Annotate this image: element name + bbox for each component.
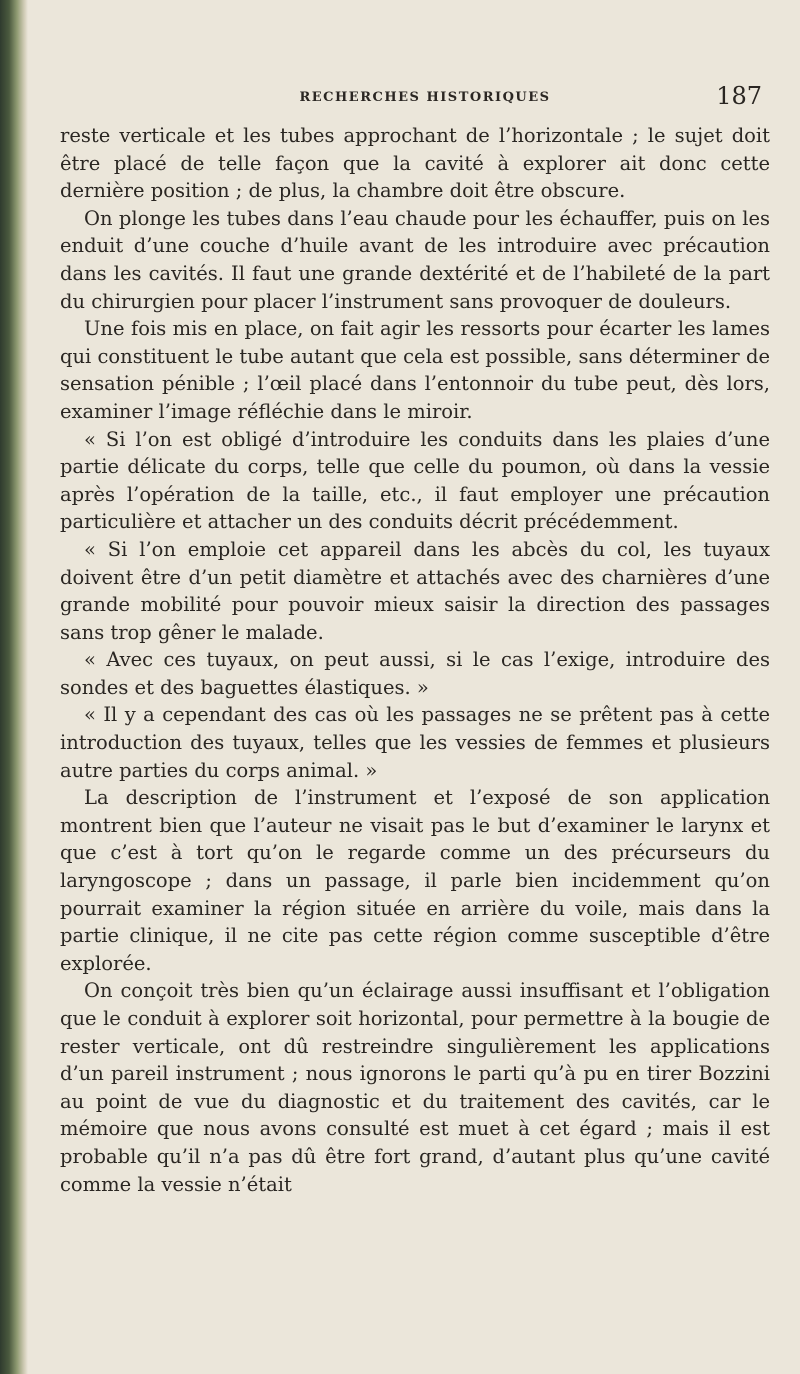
quoted-paragraph: « Si l’on emploie cet appareil dans les abcès du col, les tuyaux doivent être d’un petit diamètre et attachés avec des charnières d’une grande mobilité pour pouvoir mieux saisir la direction des passages sans trop gêner le malade. — [60, 537, 770, 644]
quoted-paragraph: « Avec ces tuyaux, on peut aussi, si le cas l’exige, introduire des sondes et des baguettes élastiques. » — [60, 648, 770, 699]
page-header — [60, 82, 770, 110]
paragraph-continuation: reste verticale et les tubes approchant de l’horizontale ; le sujet doit être placé de telle façon que la cavité à explorer ait donc cette dernière position ; de plus, la chambre doit être obscure. — [60, 124, 770, 203]
page-number: 187 — [716, 82, 762, 110]
quoted-paragraph: « Si l’on est obligé d’introduire les conduits dans les plaies d’une partie délicate du corps, telle que celle du poumon, où dans la vessie après l’opération de la taille, etc., il faut employer une précaution particulière et attacher un des conduits décrit précédemment. — [60, 427, 770, 534]
paragraph: On conçoit très bien qu’un éclairage aussi insuffisant et l’obligation que le conduit à explorer soit horizontal, pour permettre à la bougie de rester verticale, ont dû restreindre singulièrement les applications d’un pareil instrument ; nous ignorons le parti qu’à pu en tirer Bozzini au point de vue du diagnostic et du traitement des cavités, car le mémoire que nous avons consulté est muet à cet égard ; mais il est probable qu’il n’a pas dû être fort grand, d’autant plus qu’une cavité comme la vessie n’était — [60, 979, 770, 1196]
running-title: RECHERCHES HISTORIQUES — [299, 90, 551, 105]
quoted-paragraph: « Il y a cependant des cas où les passages ne se prêtent pas à cette introduction des tuyaux, telles que les vessies de femmes et plusieurs autre parties du corps animal. » — [60, 703, 770, 782]
paragraph: On plonge les tubes dans l’eau chaude pour les échauffer, puis on les enduit d’une couche d’huile avant de les introduire avec précaution dans les cavités. Il faut une grande dextérité et de l’habileté de la part du chirurgien pour placer l’instrument sans provoquer de douleurs. — [60, 206, 770, 313]
paragraph: La description de l’instrument et l’exposé de son application montrent bien que l’auteur ne visait pas le but d’examiner le larynx et que c’est à tort qu’on le regarde comme un des précurseurs du laryngoscope ; dans un passage, il parle bien incidemment qu’on pourrait examiner la région située en arrière du voile, mais dans la partie clinique, il ne cite pas cette région comme susceptible d’être explorée. — [60, 786, 770, 975]
paragraph: Une fois mis en place, on fait agir les ressorts pour écarter les lames qui constituent le tube autant que cela est possible, sans déterminer de sensation pénible ; l’œil placé dans l’entonnoir du tube peut, dès lors, examiner l’image réfléchie dans le miroir. — [60, 317, 770, 423]
binding-edge — [0, 0, 28, 1374]
body-text — [60, 122, 770, 1198]
